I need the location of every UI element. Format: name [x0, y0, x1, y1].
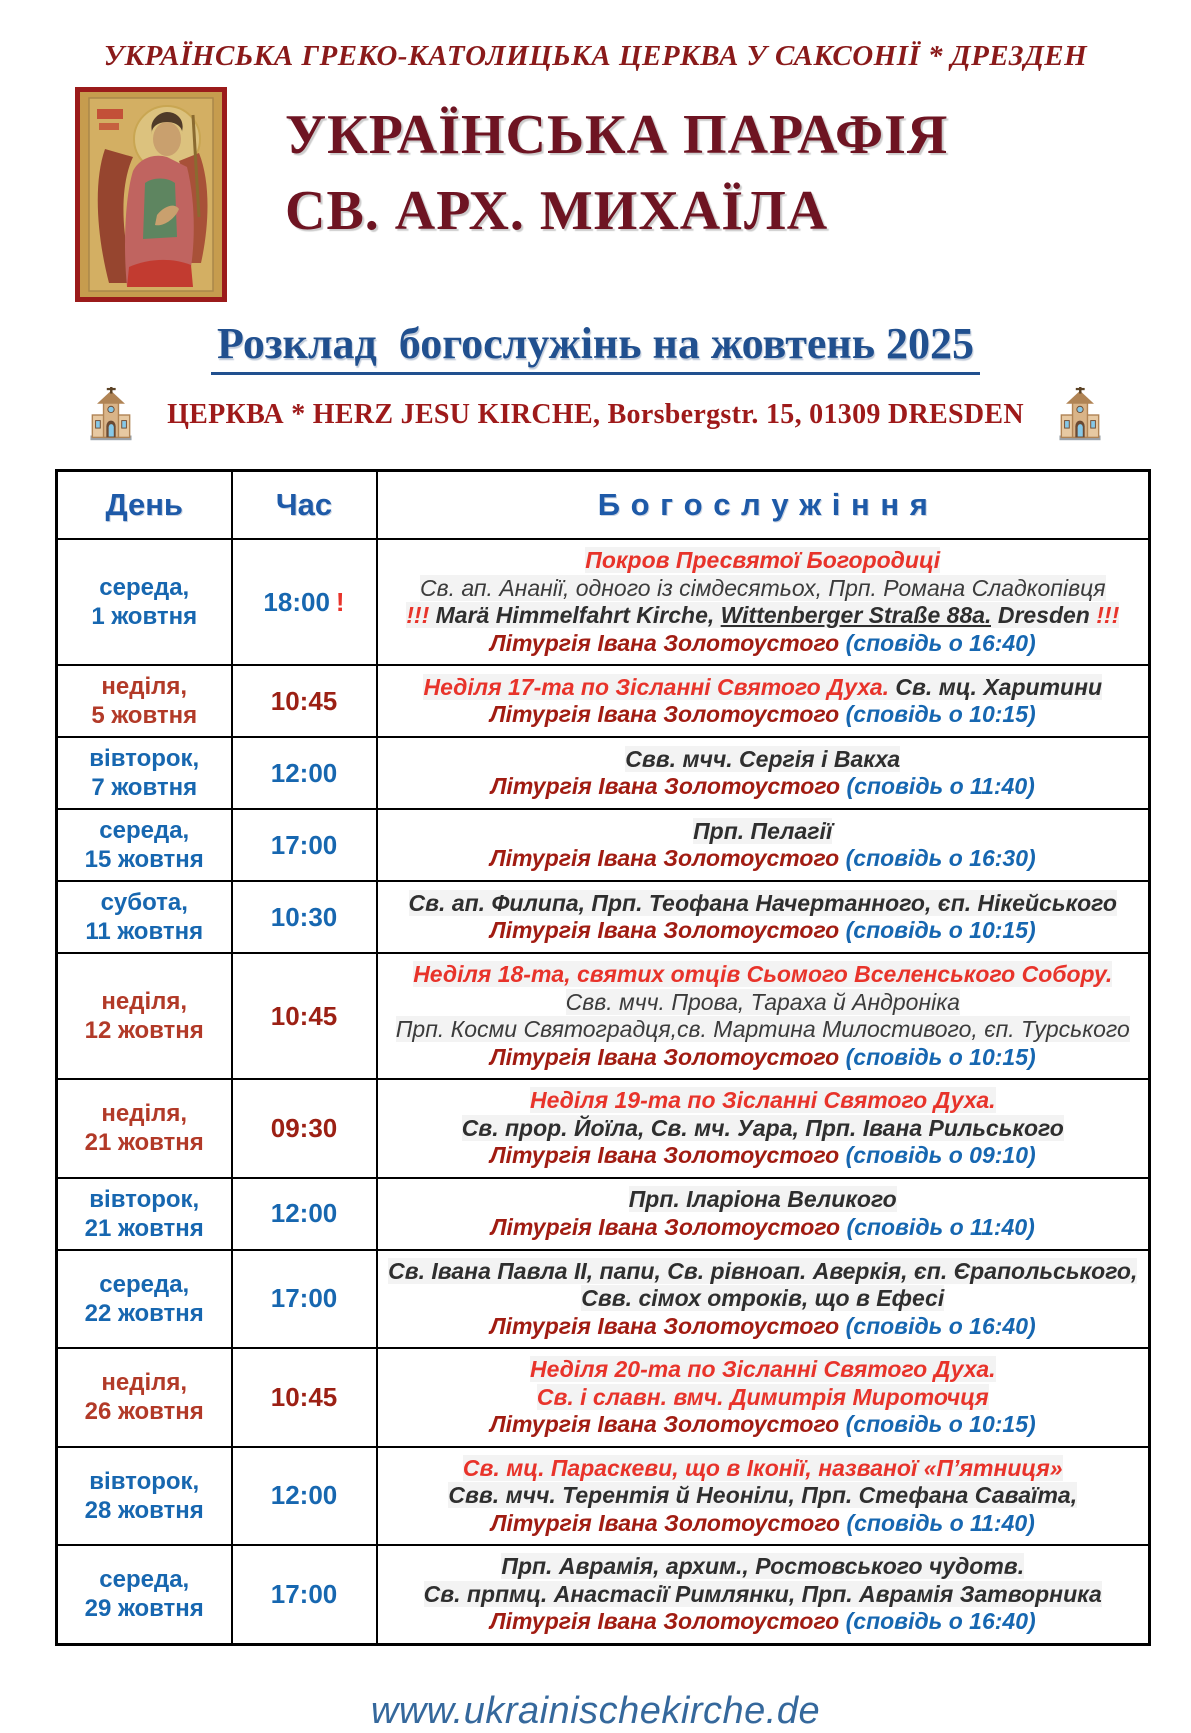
- time-cell: 12:00: [232, 737, 377, 809]
- service-line: [388, 818, 1139, 846]
- service-line: [388, 1258, 1139, 1286]
- time-column-header: Час: [232, 471, 377, 540]
- service-cell: [377, 1545, 1150, 1644]
- table-row: [57, 809, 1150, 881]
- day-cell: середа, 1 жовтня: [57, 539, 232, 665]
- time-cell: 10:45: [232, 665, 377, 737]
- service-text: Св. мц. Параскеви, що в Іконії, названої «П’ятниця»: [462, 1454, 1063, 1481]
- table-row: [57, 1178, 1150, 1250]
- service-text: Неділя 20-та по Зісланні Святого Духа.: [529, 1356, 996, 1382]
- service-text: Неділя 17-та по Зісланні Святого Духа.: [423, 673, 896, 700]
- service-text: Marä Himmelfahrt Kirche,: [435, 602, 721, 628]
- schedule-heading: Розклад богослужінь на жовтень 2025: [211, 318, 980, 375]
- service-text: Літургія Івана Золотоустого: [490, 1213, 847, 1240]
- service-line: [388, 746, 1139, 774]
- time-cell: 12:00: [232, 1178, 377, 1250]
- service-cell: [377, 1178, 1150, 1250]
- service-text: (сповідь о 10:15): [845, 701, 1036, 727]
- parish-title: [285, 87, 948, 249]
- service-text: Літургія Івана Золотоустого: [489, 1411, 846, 1437]
- organization-header: УКРАЇНСЬКА ГРЕКО-КАТОЛИЦЬКА ЦЕРКВА У САКСОНІЇ * ДРЕЗДЕН: [103, 40, 1088, 72]
- table-row: [57, 953, 1150, 1079]
- day-cell: неділя, 21 жовтня: [57, 1079, 232, 1178]
- service-text: (сповідь о 11:40): [846, 1213, 1035, 1240]
- service-text: Св. ап. Филипа, Прп. Теофана Начертанного, єп. Нікейського: [408, 889, 1117, 916]
- schedule-table-head: [57, 471, 1150, 540]
- service-text: Прп. Аврамія, архим., Ростовського чудотв.: [501, 1553, 1025, 1579]
- service-cell: [377, 539, 1150, 665]
- service-text: Неділя 18-та, святих отців Сьомого Вселенського Собору.: [413, 961, 1113, 987]
- day-cell: середа, 15 жовтня: [57, 809, 232, 881]
- service-text: Свв. мчч. Терентія й Неоніли, Прп. Стефана Саваїта,: [448, 1482, 1078, 1508]
- service-line: [388, 989, 1139, 1017]
- header-row: [57, 471, 1150, 540]
- service-line: [388, 1087, 1139, 1115]
- page: [0, 40, 1191, 1733]
- service-line: [388, 1581, 1139, 1609]
- service-text: Св. мц. Харитини: [895, 673, 1103, 700]
- service-text: Прп. Іларіона Великого: [628, 1186, 897, 1212]
- service-line: [388, 773, 1139, 801]
- service-text: Літургія Івана Золотоустого: [490, 1509, 847, 1536]
- service-text: !!!: [1096, 602, 1120, 628]
- schedule-body: [57, 539, 1150, 1644]
- time-cell: 17:00: [232, 1545, 377, 1644]
- time-cell: 10:45: [232, 1348, 377, 1447]
- table-row: [57, 1079, 1150, 1178]
- service-line: [388, 1356, 1139, 1384]
- service-line: [388, 1142, 1139, 1170]
- page-title-line2: СВ. АРХ. МИХАЇЛА: [285, 180, 829, 243]
- service-cell: [377, 1079, 1150, 1178]
- service-cell: [377, 809, 1150, 881]
- archangel-michael-icon: [75, 87, 227, 302]
- service-line: [388, 1510, 1139, 1538]
- service-text: Св. Івана Павла ІІ, папи, Св. рівноап. Аверкія, єп. Єрапольського,: [388, 1257, 1138, 1284]
- day-cell: неділя, 12 жовтня: [57, 953, 232, 1079]
- service-line: [388, 547, 1139, 575]
- time-cell: 09:30: [232, 1079, 377, 1178]
- service-text: (сповідь о 09:10): [845, 1142, 1036, 1168]
- service-line: [388, 961, 1139, 989]
- church-address-line: [0, 387, 1191, 443]
- service-text: Літургія Івана Золотоустого: [489, 1608, 846, 1634]
- service-text: Літургія Івана Золотоустого: [489, 629, 846, 656]
- schedule-heading-wrap: [0, 318, 1191, 375]
- service-column-header: Б о г о с л у ж і н н я: [377, 471, 1150, 540]
- day-cell: вівторок, 21 жовтня: [57, 1178, 232, 1250]
- service-text: Літургія Івана Золотоустого: [489, 701, 846, 727]
- service-text: Літургія Івана Золотоустого: [489, 1043, 846, 1070]
- service-text: Літургія Івана Золотоустого: [489, 1142, 846, 1168]
- service-text: Св. прпмц. Анастасії Римлянки, Прп. Аврамія Затворника: [423, 1580, 1102, 1607]
- church-address: ЦЕРКВА * HERZ JESU KIRCHE, Borsbergstr. 15, 01309 DRESDEN: [167, 399, 1024, 430]
- service-line: [388, 575, 1139, 603]
- service-cell: [377, 953, 1150, 1079]
- service-text: Св. прор. Йоїла, Св. мч. Уара, Прп. Івана Рильського: [461, 1114, 1064, 1141]
- service-text: Прп. Пелагії: [693, 817, 833, 844]
- service-cell: [377, 1348, 1150, 1447]
- service-text: Св. і славн. вмч. Димитрія Мироточця: [536, 1383, 989, 1410]
- service-cell: [377, 881, 1150, 953]
- day-cell: середа, 22 жовтня: [57, 1250, 232, 1349]
- service-line: [388, 1285, 1139, 1313]
- table-row: [57, 1348, 1150, 1447]
- table-row: [57, 1250, 1150, 1349]
- church-icon: [1052, 387, 1108, 443]
- service-text: (сповідь о 16:40): [845, 1608, 1036, 1634]
- day-cell: неділя, 26 жовтня: [57, 1348, 232, 1447]
- time-cell: 18:00 !: [232, 539, 377, 665]
- table-row: [57, 665, 1150, 737]
- service-text: Літургія Івана Золотоустого: [490, 773, 847, 799]
- service-line: [388, 1455, 1139, 1483]
- service-line: [388, 1553, 1139, 1581]
- table-row: [57, 1545, 1150, 1644]
- service-line: [388, 674, 1139, 702]
- service-text: Свв. сімох отроків, що в Ефесі: [581, 1285, 945, 1311]
- service-line: [388, 1411, 1139, 1439]
- service-line: [388, 890, 1139, 918]
- service-cell: [377, 1447, 1150, 1546]
- masthead: [75, 87, 1191, 302]
- service-text: Літургія Івана Золотоустого: [489, 845, 846, 871]
- day-cell: середа, 29 жовтня: [57, 1545, 232, 1644]
- service-line: [388, 1044, 1139, 1072]
- service-text: !!!: [406, 602, 436, 628]
- table-row: [57, 539, 1150, 665]
- service-text: (сповідь о 16:40): [845, 1312, 1036, 1339]
- time-cell: 17:00: [232, 1250, 377, 1349]
- table-row: [57, 737, 1150, 809]
- alert-mark: !: [335, 586, 345, 617]
- time-cell: 10:30: [232, 881, 377, 953]
- service-text: (сповідь о 10:15): [845, 917, 1036, 943]
- service-text: Св. ап. Ананії, одного із сімдесятьох, Прп. Романа Сладкопівця: [419, 574, 1106, 601]
- service-line: [388, 1384, 1139, 1412]
- service-text: Прп. Косми Святоградця,св. Мартина Милостивого, єп. Турського: [395, 1016, 1130, 1042]
- service-text: Wittenberger Straße 88a.: [720, 602, 992, 628]
- time-cell: 10:45: [232, 953, 377, 1079]
- service-line: [388, 602, 1139, 630]
- service-text: Dresden: [991, 602, 1097, 628]
- service-cell: [377, 665, 1150, 737]
- service-line: [388, 1016, 1139, 1044]
- service-text: Свв. мчч. Прова, Тараха й Андроніка: [565, 988, 960, 1015]
- day-cell: вівторок, 28 жовтня: [57, 1447, 232, 1546]
- service-text: (сповідь о 16:40): [845, 629, 1036, 656]
- service-line: [388, 1482, 1139, 1510]
- service-text: (сповідь о 16:30): [845, 845, 1036, 871]
- service-cell: [377, 1250, 1150, 1349]
- service-line: [388, 1608, 1139, 1636]
- day-cell: субота, 11 жовтня: [57, 881, 232, 953]
- time-cell: 17:00: [232, 809, 377, 881]
- day-cell: неділя, 5 жовтня: [57, 665, 232, 737]
- service-line: [388, 1115, 1139, 1143]
- day-column-header: День: [57, 471, 232, 540]
- service-text: (сповідь о 11:40): [846, 773, 1035, 799]
- service-text: Літургія Івана Золотоустого: [489, 917, 846, 943]
- service-line: [388, 1214, 1139, 1242]
- service-line: [388, 701, 1139, 729]
- service-text: (сповідь о 10:15): [845, 1043, 1036, 1070]
- service-line: [388, 1186, 1139, 1214]
- service-line: [388, 917, 1139, 945]
- website-url: www.ukrainischekirche.de: [370, 1689, 821, 1732]
- service-text: Свв. мчч. Сергія і Вакха: [625, 745, 901, 772]
- table-row: [57, 1447, 1150, 1546]
- time-cell: 12:00: [232, 1447, 377, 1546]
- day-cell: вівторок, 7 жовтня: [57, 737, 232, 809]
- service-line: [388, 630, 1139, 658]
- service-line: [388, 1313, 1139, 1341]
- service-cell: [377, 737, 1150, 809]
- service-text: (сповідь о 11:40): [846, 1509, 1035, 1536]
- table-row: [57, 881, 1150, 953]
- service-text: Покров Пресвятої Богородиці: [585, 547, 941, 573]
- service-text: Неділя 19-та по Зісланні Святого Духа.: [529, 1087, 996, 1113]
- service-line: [388, 845, 1139, 873]
- service-text: (сповідь о 10:15): [845, 1411, 1036, 1437]
- schedule-table: [55, 469, 1151, 1646]
- service-text: Літургія Івана Золотоустого: [489, 1312, 846, 1339]
- page-title-line1: УКРАЇНСЬКА ПАРАФІЯ: [285, 104, 949, 166]
- church-icon: [83, 387, 139, 443]
